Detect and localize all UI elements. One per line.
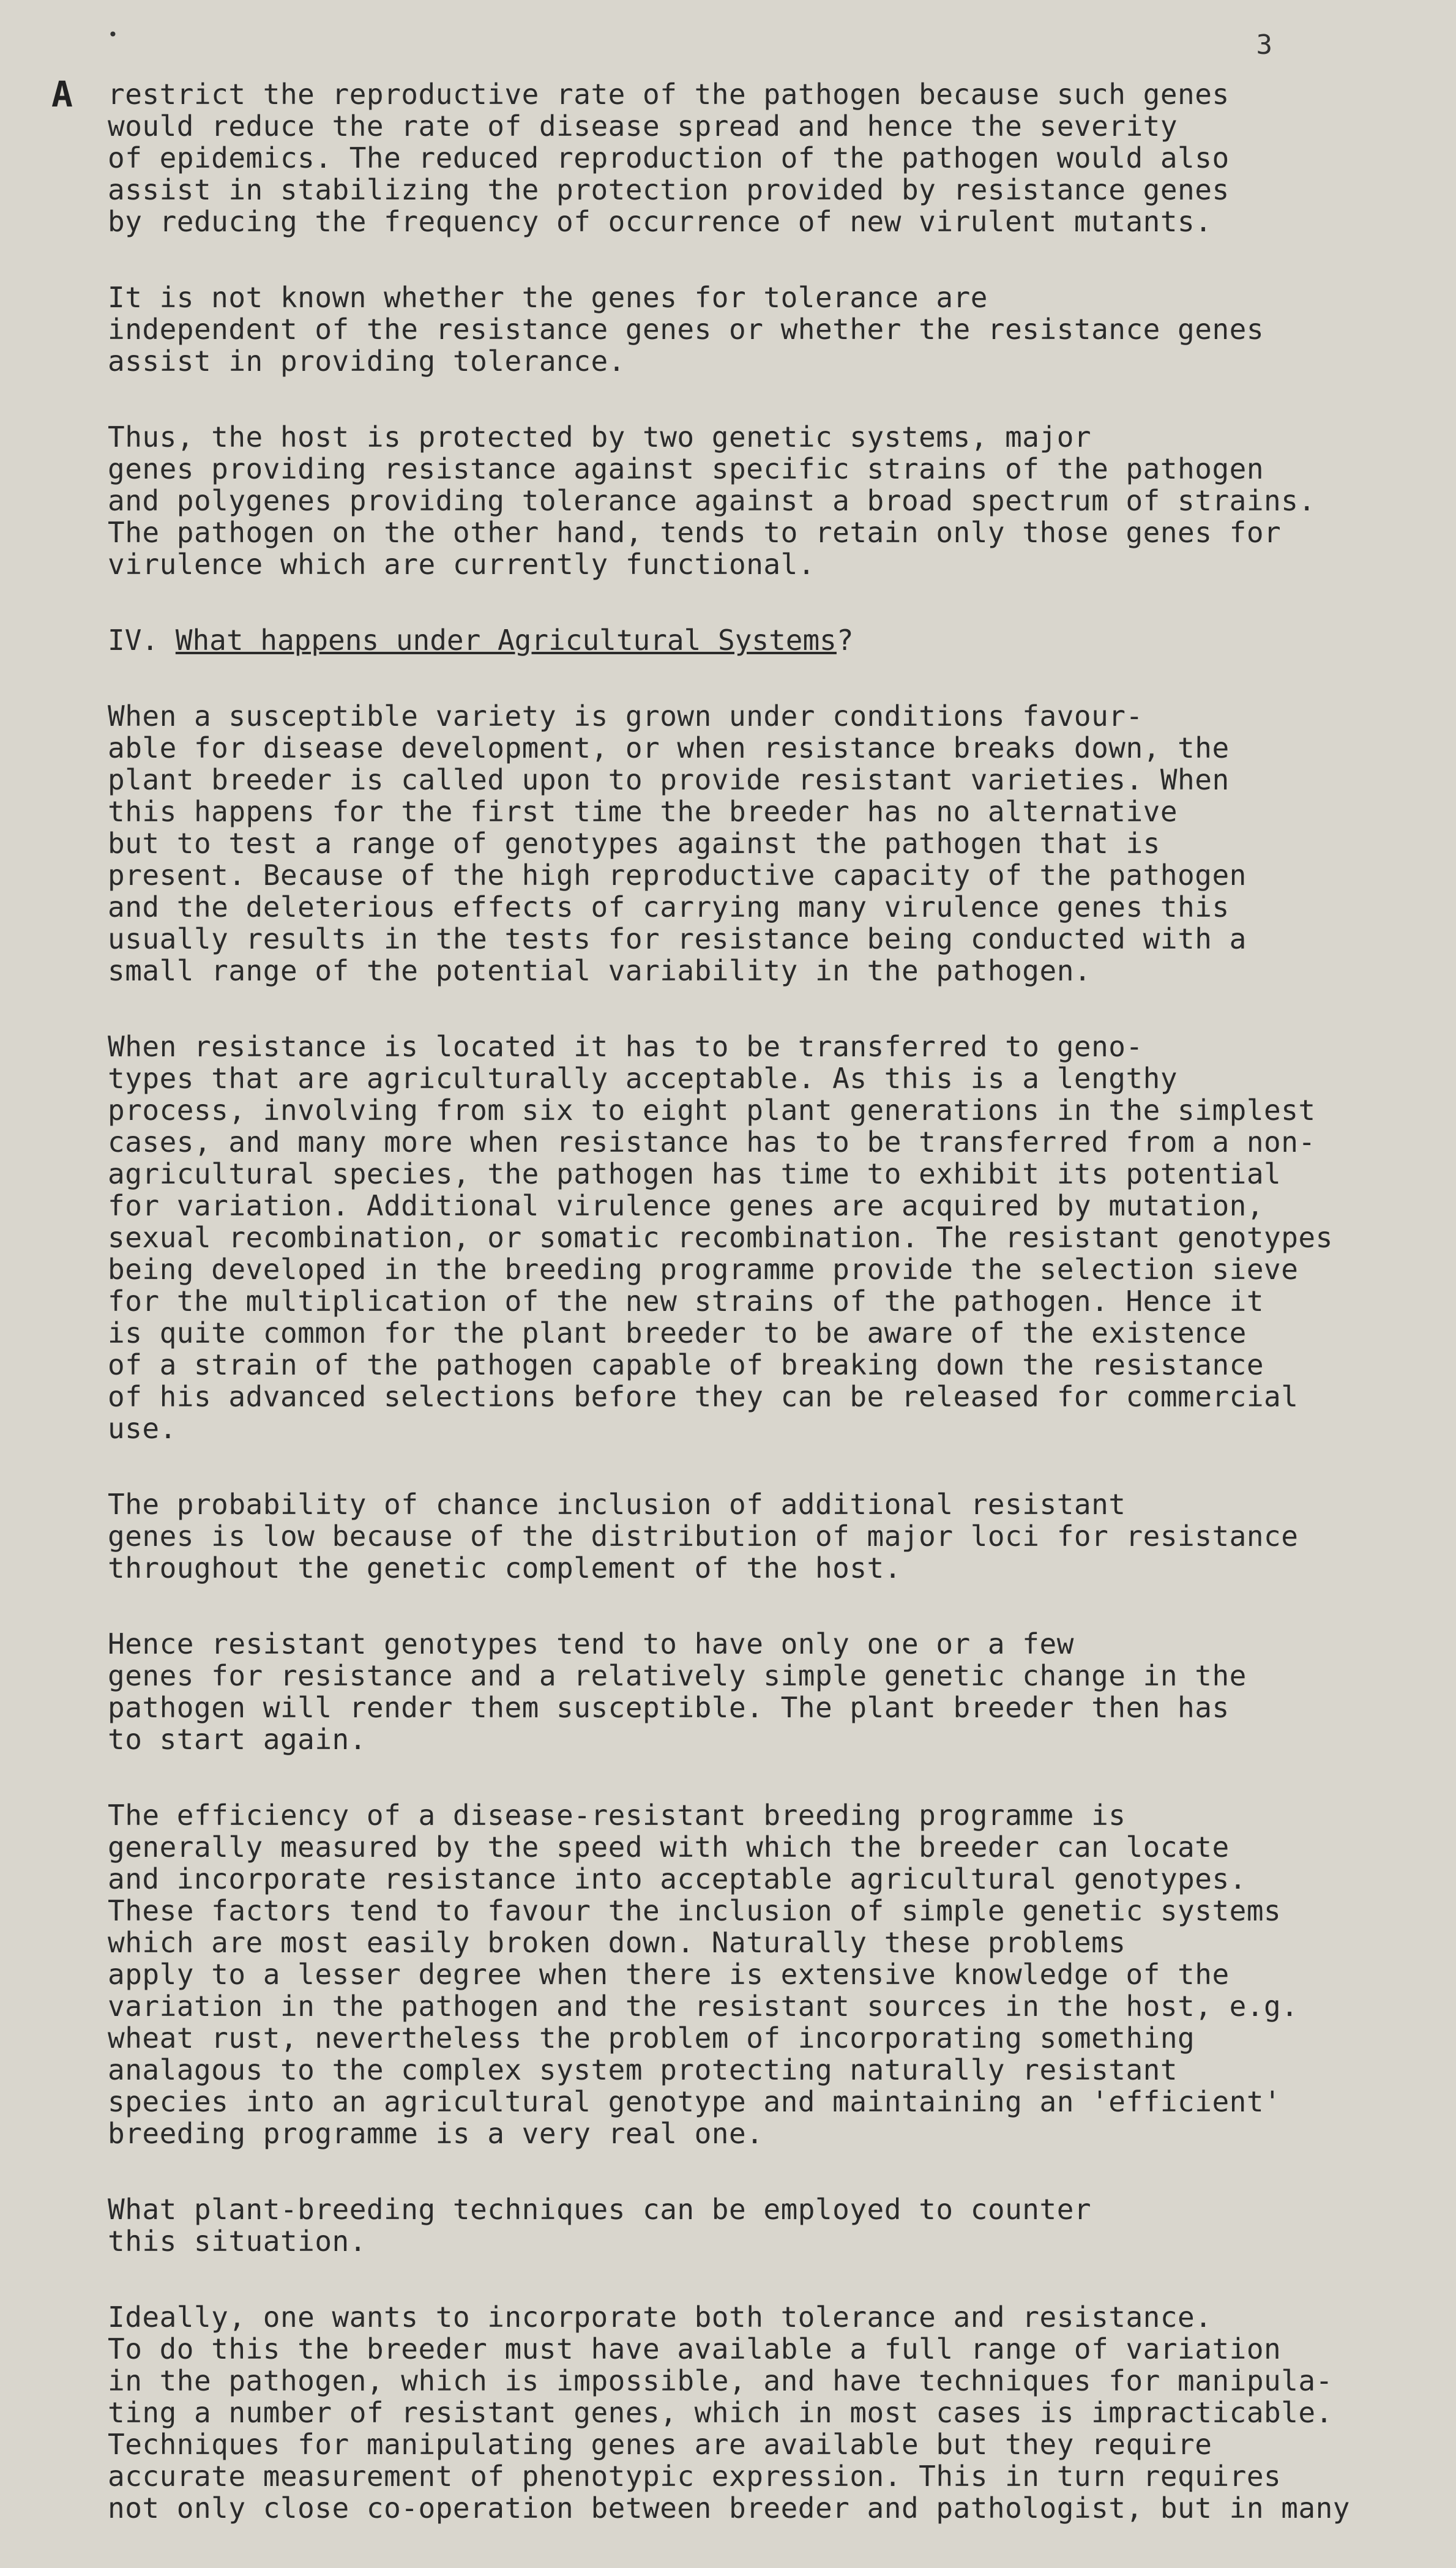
margin-mark: A (51, 73, 73, 115)
paragraph-9: What plant-breeding techniques can be employed to counter this situation. (108, 2193, 1092, 2258)
paragraph-6: The probability of chance inclusion of additional resistant genes is low because of the distribution of major loci for resistance throughout the genetic complement of the host. (108, 1488, 1299, 1584)
section-title-end: ? (836, 624, 854, 657)
paragraph-2: It is not known whether the genes for tolerance are independent of the resistance genes or whether the resistance genes assist in providing tolerance. (108, 281, 1264, 378)
section-heading (108, 624, 1362, 656)
top-mark: • (108, 24, 118, 45)
paragraph-7: Hence resistant genotypes tend to have only one or a few genes for resistance and a relatively simple genetic change in the pathogen will render them susceptible. The plant breeder then has to start again. (108, 1627, 1247, 1756)
paragraph-1: restrict the reproductive rate of the pathogen because such genes would reduce the rate of disease spread and hence the severity of epidemics. The reduced reproduction of the pathogen would also assist in stabilizing the protection provided by resistance genes by reducing the frequency of occurrence of new virulent mutants. (108, 78, 1230, 238)
page-number: 3 (1256, 29, 1272, 61)
paragraph-4: When a susceptible variety is grown under conditions favour- able for disease development, or when resistance breaks down, the plant breeder is called upon to provide resistant varieties. When this happens for the first time the breeder has no alternative but to test a range of genotypes against the pathogen that is present. Because of the high reproductive capacity of the pathogen and the deleterious effects of carrying many virulence genes this usually results in the tests for resistance being conducted with a small range of the potential variability in the pathogen. (108, 700, 1247, 987)
paragraph-3: Thus, the host is protected by two genetic systems, major genes providing resistance against specific strains of the pathogen and polygenes providing tolerance against a broad spectrum of strains. The pathogen on the other hand, tends to retain only those genes for virulence which are currently functional. (108, 420, 1316, 581)
document-body (108, 78, 1362, 2568)
paragraph-5: When resistance is located it has to be transferred to geno- types that are agriculturally acceptable. As this is a lengthy process, involving from six to eight plant generations in the simplest cases, and many more when resistance has to be transferred from a non- agricultural species, the pathogen has time to exhibit its potential for variation. Additional virulence genes are acquired by mutation, sexual recombination, or somatic recombination. The resistant genotypes being developed in the breeding programme provide the selection sieve for the multiplication of the new strains of the pathogen. Hence it is quite common for the plant breeder to be aware of the existence of a strain of the pathogen capable of breaking down the resistance of his advanced selections before they can be released for commercial use. (108, 1030, 1333, 1445)
section-number: IV. (108, 624, 159, 657)
paragraph-8: The efficiency of a disease-resistant breeding programme is generally measured by the speed with which the breeder can locate and incorporate resistance into acceptable agricultural genotypes. These factors tend to favour the inclusion of simple genetic systems which are most easily broken down. Naturally these problems apply to a lesser degree when there is extensive knowledge of the variation in the pathogen and the resistant sources in the host, e.g. wheat rust, nevertheless the problem of incorporating something analagous to the complex system protecting naturally resistant species into an agricultural genotype and maintaining an 'efficient' breeding programme is a very real one. (108, 1799, 1299, 2150)
paragraph-10: Ideally, one wants to incorporate both tolerance and resistance. To do this the breeder must have available a full range of variation in the pathogen, which is impossible, and have techniques for manipula- ting a number of resistant genes, which in most cases is impracticable. Techniques for manipulating genes are available but they require accurate measurement of phenotypic expression. This in turn requires not only close co-operation between breeder and pathologist, but in many (108, 2301, 1350, 2525)
section-title: What happens under Agricultural Systems (175, 624, 837, 657)
